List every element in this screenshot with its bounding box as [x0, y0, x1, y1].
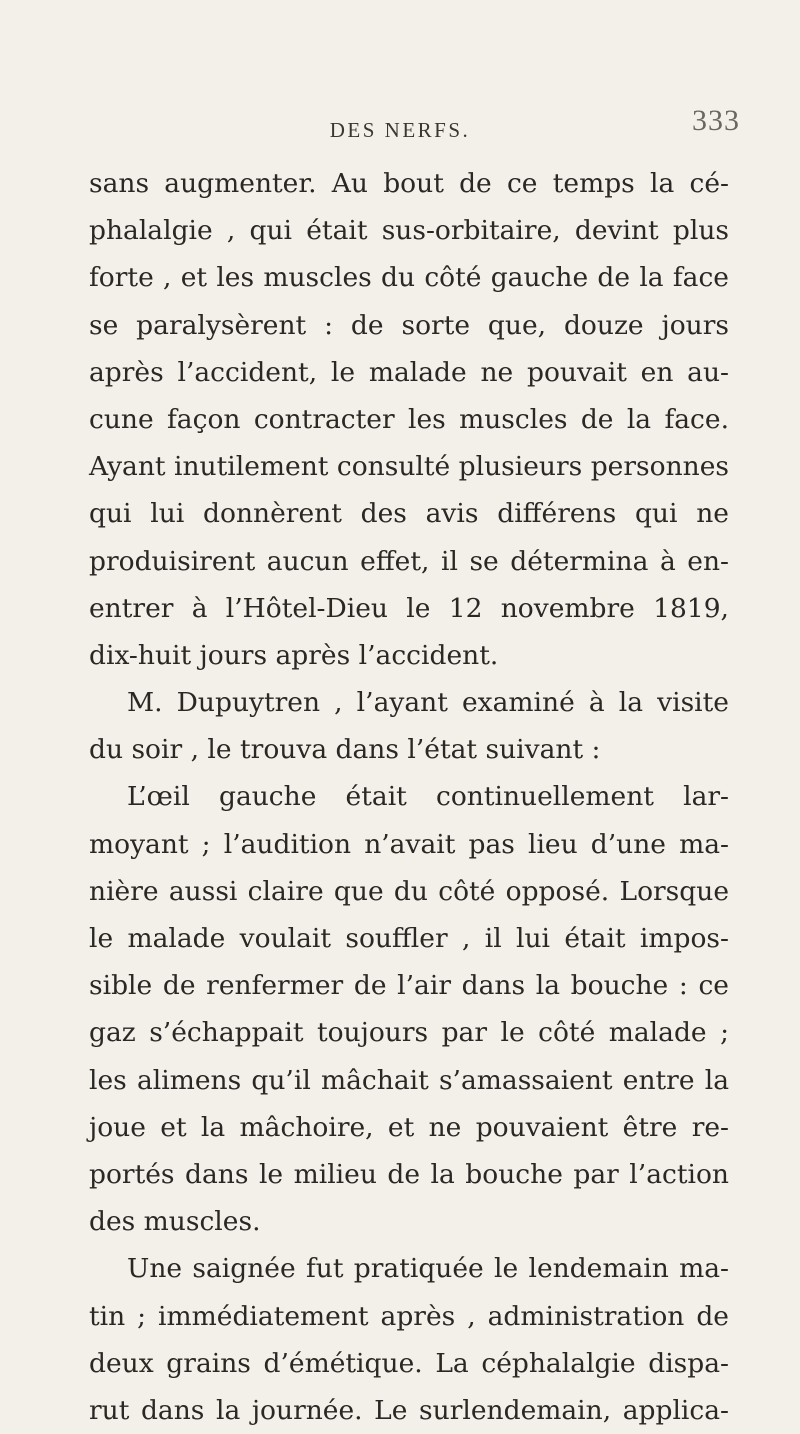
- text-line: rut dans la journée. Le surlendemain, applica-: [89, 1394, 729, 1426]
- text-line: portés dans le milieu de la bouche par l’action: [89, 1158, 729, 1190]
- text-line: L’œil gauche était continuellement lar-: [127, 781, 729, 813]
- text-line: qui lui donnèrent des avis différens qui ne: [89, 498, 729, 530]
- text-line: joue et la mâchoire, et ne pouvaient être re-: [89, 1111, 729, 1143]
- text-line: entrer à l’Hôtel-Dieu le 12 novembre 1819,: [89, 592, 729, 624]
- text-line: Ayant inutilement consulté plusieurs personnes: [89, 451, 729, 483]
- text-line: moyant ; l’audition n’avait pas lieu d’une ma-: [89, 828, 729, 860]
- text-line: cune façon contracter les muscles de la face.: [89, 403, 729, 435]
- running-head: [0, 104, 800, 148]
- text-line: du soir , le trouva dans l’état suivant :: [89, 734, 601, 766]
- text-line: phalalgie , qui était sus-orbitaire, devint plus: [89, 215, 729, 247]
- text-line: gaz s’échappait toujours par le côté malade ;: [89, 1017, 729, 1049]
- text-line: sible de renfermer de l’air dans la bouche : ce: [89, 970, 729, 1002]
- text-line: des muscles.: [89, 1206, 261, 1238]
- running-title: DES NERFS.: [329, 118, 471, 142]
- text-line: tin ; immédiatement après , administration de: [89, 1300, 729, 1332]
- body-text: [89, 160, 729, 1434]
- text-line: Une saignée fut pratiquée le lendemain ma-: [127, 1253, 729, 1285]
- text-line: le malade voulait souffler , il lui était impos-: [89, 923, 729, 954]
- text-line: sans augmenter. Au bout de ce temps la cé-: [89, 168, 729, 199]
- text-line: nière aussi claire que du côté opposé. Lorsque: [89, 875, 729, 907]
- page-number: 333: [692, 104, 740, 137]
- text-line: forte , et les muscles du côté gauche de la face: [89, 262, 729, 294]
- text-line: se paralysèrent : de sorte que, douze jours: [89, 309, 729, 341]
- text-line: dix-huit jours après l’accident.: [89, 639, 499, 671]
- text-line: M. Dupuytren , l’ayant examiné à la visite: [127, 687, 729, 719]
- text-line: deux grains d’émétique. La céphalalgie dispa-: [89, 1347, 729, 1379]
- text-line: après l’accident, le malade ne pouvait en au-: [89, 356, 729, 388]
- text-line: les alimens qu’il mâchait s’amassaient entre la: [89, 1064, 729, 1096]
- text-line: produisirent aucun effet, il se détermina à en-: [89, 545, 729, 577]
